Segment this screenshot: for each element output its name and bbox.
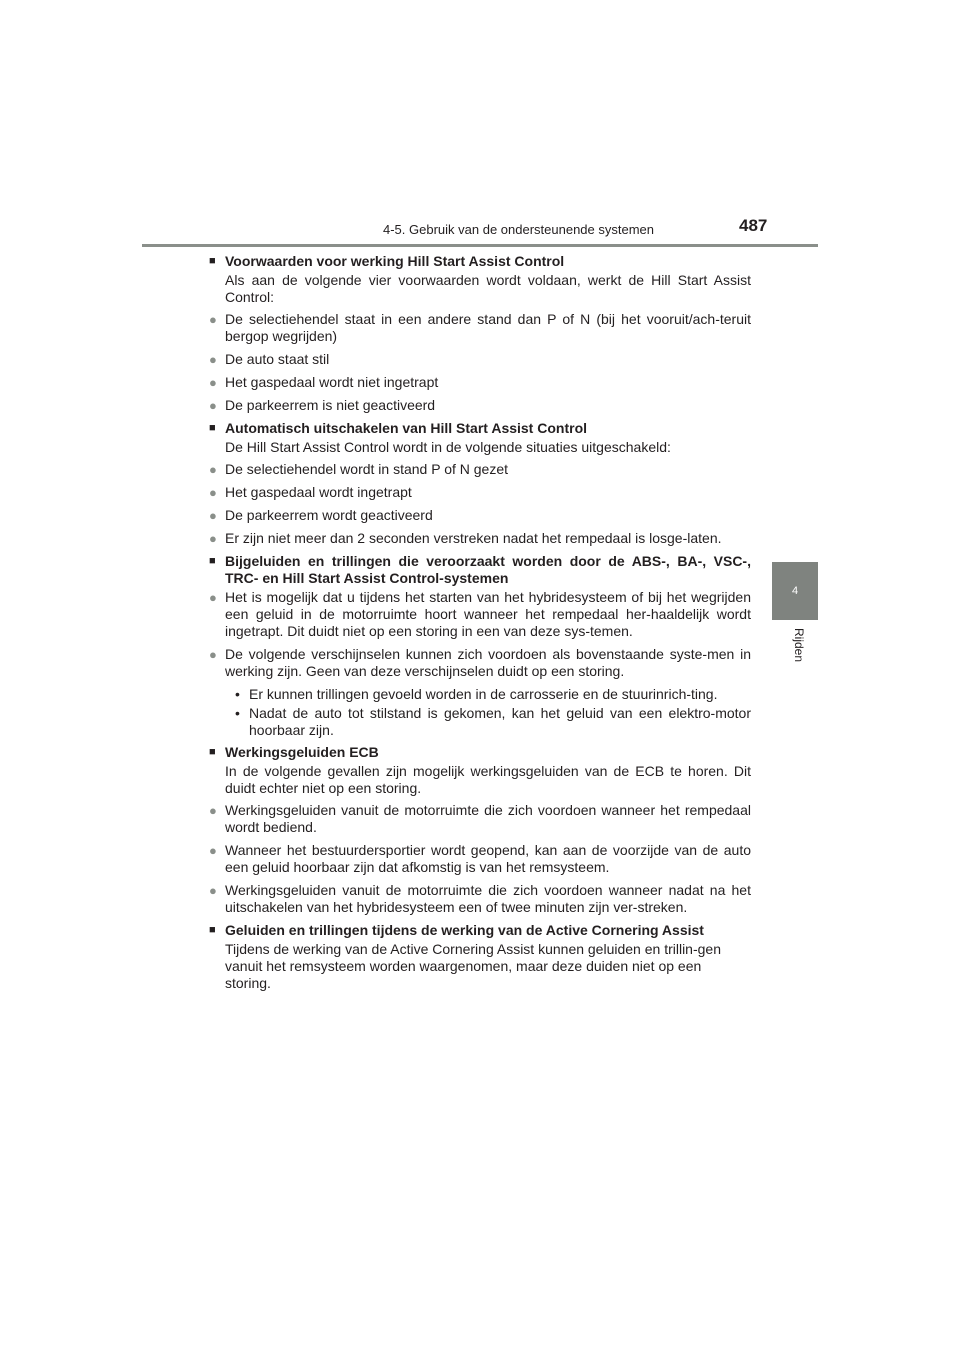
sub-list-item: • Nadat de auto tot stilstand is gekomen, kan het geluid van een elektro-motor hoorbaar zijn. [235, 705, 751, 738]
section-heading [209, 922, 751, 939]
list-item: ● Er zijn niet meer dan 2 seconden verstreken nadat het rempedaal is losge-laten. [209, 530, 722, 546]
running-header-section: 4-5. Gebruik van de ondersteunende systemen [383, 222, 655, 237]
grey-circle-icon: ● [209, 398, 217, 413]
grey-circle-icon: ● [209, 352, 217, 367]
page-content [209, 253, 751, 997]
section-intro: De Hill Start Assist Control wordt in de volgende situaties uitgeschakeld: [225, 439, 671, 455]
chapter-label: Rijden [792, 628, 806, 663]
grey-circle-icon: ● [209, 531, 217, 546]
section-active-cornering-assist [209, 922, 751, 992]
list-item: ● Het gaspedaal wordt ingetrapt [209, 484, 412, 500]
section-title: Werkingsgeluiden ECB [225, 744, 379, 760]
small-dot-icon: • [235, 686, 240, 702]
chapter-tab[interactable] [772, 562, 818, 620]
black-square-icon: ■ [209, 555, 216, 567]
black-square-icon: ■ [209, 924, 216, 936]
page-number: 487 [739, 216, 768, 235]
list-item: ● De parkeerrem wordt geactiveerd [209, 507, 433, 523]
grey-circle-icon: ● [209, 843, 217, 858]
list-item: ● De parkeerrem is niet geactiveerd [209, 397, 436, 413]
grey-circle-icon: ● [209, 803, 217, 818]
list-item: ● Wanneer het bestuurdersportier wordt geopend, kan aan de voorzijde van de auto een geluid hoorbaar zijn dat afkomstig is van het remsysteem. [209, 842, 751, 875]
black-square-icon: ■ [209, 255, 216, 267]
grey-circle-icon: ● [209, 883, 217, 898]
black-square-icon: ■ [209, 422, 216, 434]
list-item: ● De auto staat stil [209, 351, 330, 367]
section-intro: Als aan de volgende vier voorwaarden wordt voldaan, werkt de Hill Start Assist Control: [225, 272, 751, 305]
grey-circle-icon: ● [209, 375, 217, 390]
grey-circle-icon: ● [209, 462, 217, 477]
list-item: ● Werkingsgeluiden vanuit de motorruimte die zich voordoen wanneer nadat na het uitschakelen van het hybridesysteem een of twee minuten zijn ver-streken. [209, 882, 751, 915]
grey-circle-icon: ● [209, 647, 217, 662]
list-item: ● De selectiehendel staat in een andere stand dan P of N (bij het vooruit/ach-teruit bergop wegrijden) [209, 311, 751, 344]
section-heading [209, 420, 751, 437]
section-title: Automatisch uitschakelen van Hill Start Assist Control [225, 420, 588, 436]
grey-circle-icon: ● [209, 508, 217, 523]
section-hsac-conditions [209, 253, 751, 414]
section-intro: Tijdens de werking van de Active Cornering Assist kunnen geluiden en trillin-gen vanuit het remsysteem worden waargenomen, maar deze duiden niet op een storing. [225, 941, 721, 991]
sub-list-item: • Er kunnen trillingen gevoeld worden in de carrosserie en de stuurinrich-ting. [235, 686, 718, 702]
section-title: Voorwaarden voor werking Hill Start Assist Control [225, 253, 565, 269]
section-hsac-auto-off [209, 420, 751, 547]
list-item: ● De volgende verschijnselen kunnen zich voordoen als bovenstaande syste-men in werking zijn. Geen van deze verschijnselen duidt op een storing. [209, 646, 751, 679]
list-item: ● Het is mogelijk dat u tijdens het starten van het hybridesysteem of bij het wegrijden een geluid in de motorruimte hoort wanneer het rempedaal her-haaldelijk wordt ingetrapt. Dit duidt niet op een storing in een van deze sys-temen. [209, 589, 751, 639]
section-heading [209, 553, 751, 587]
list-item: ● De selectiehendel wordt in stand P of N gezet [209, 461, 509, 477]
list-item: ● Het gaspedaal wordt niet ingetrapt [209, 374, 439, 390]
header-rule [142, 244, 818, 247]
black-square-icon: ■ [209, 746, 216, 758]
section-ecb-sounds [209, 744, 751, 916]
grey-circle-icon: ● [209, 590, 217, 605]
small-dot-icon: • [235, 705, 240, 721]
section-noise-vibration [209, 553, 751, 739]
section-heading [209, 253, 751, 270]
section-title: Geluiden en trillingen tijdens de werking van de Active Cornering Assist [225, 922, 704, 938]
section-heading [209, 744, 751, 761]
grey-circle-icon: ● [209, 485, 217, 500]
section-title: Bijgeluiden en trillingen die veroorzaakt worden door de ABS-, BA-, VSC-, TRC- en Hill Start Assist Control-systemen [225, 553, 751, 586]
list-item: ● Werkingsgeluiden vanuit de motorruimte die zich voordoen wanneer het rempedaal wordt bediend. [209, 802, 751, 835]
grey-circle-icon: ● [209, 312, 217, 327]
chapter-number: 4 [791, 585, 799, 597]
section-intro: In de volgende gevallen zijn mogelijk werkingsgeluiden van de ECB te horen. Dit duidt echter niet op een storing. [225, 763, 751, 796]
